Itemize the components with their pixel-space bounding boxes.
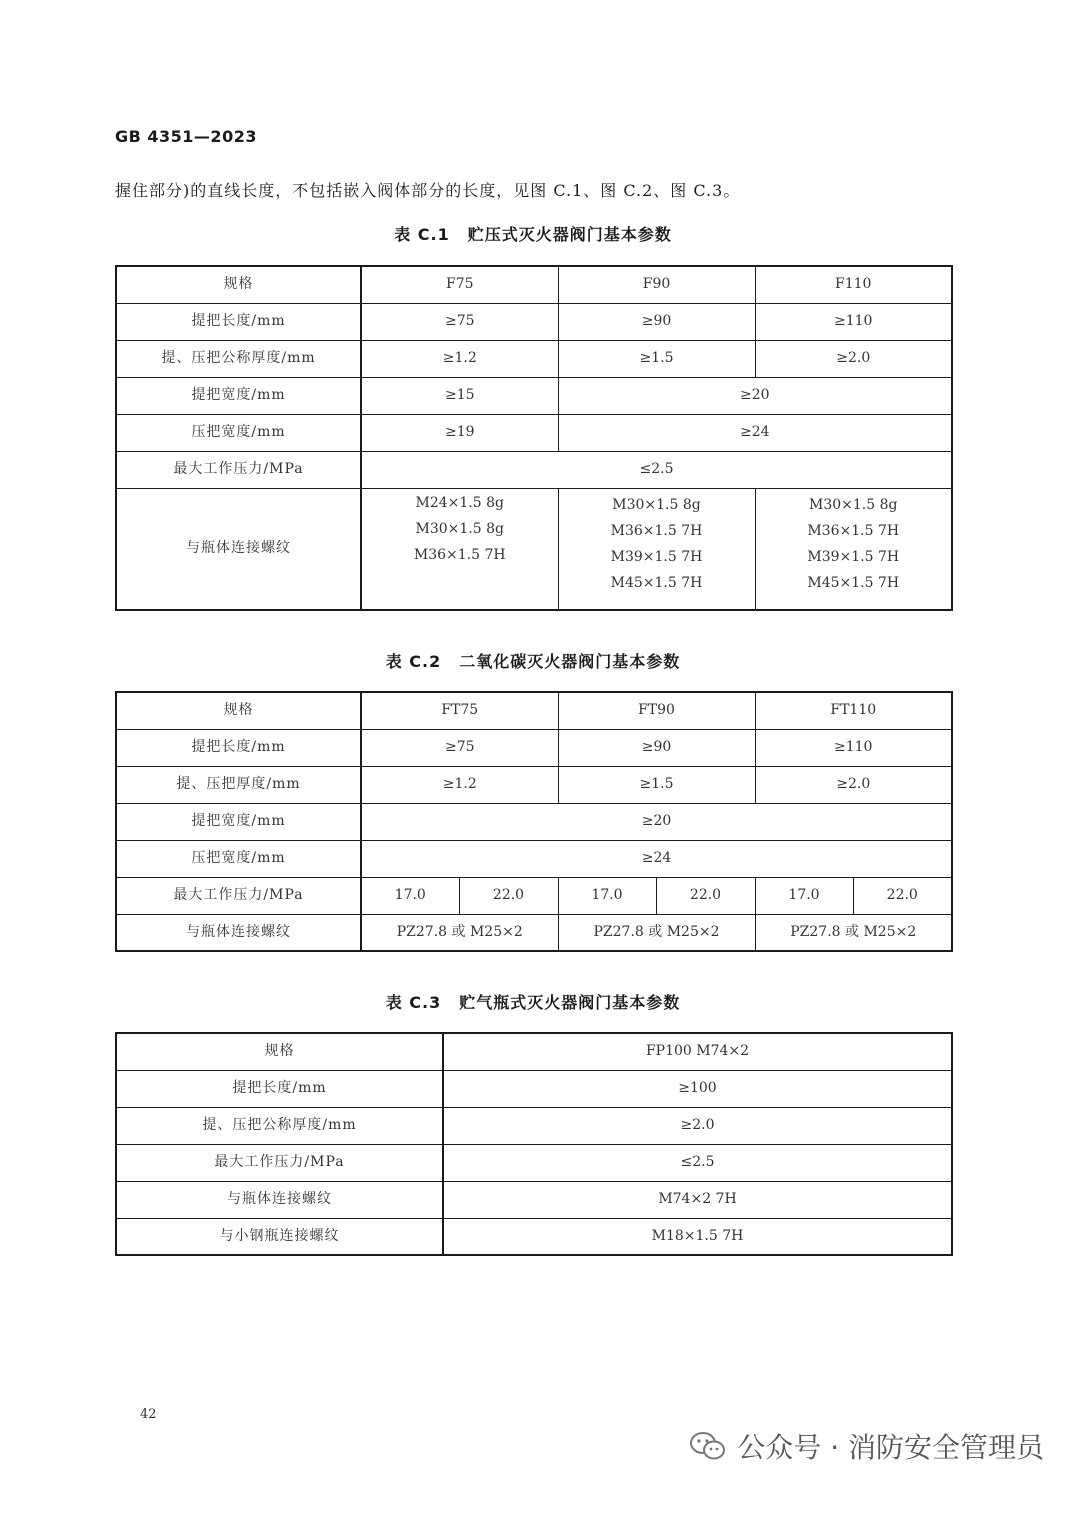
- row-label: 压把宽度/mm: [116, 414, 361, 451]
- row-label: 提把宽度/mm: [116, 803, 361, 840]
- row-label: 与小钢瓶连接螺纹: [116, 1218, 443, 1255]
- table-cell: ≥24: [558, 414, 952, 451]
- table-cell: ≥90: [558, 729, 755, 766]
- table-row: [116, 1033, 952, 1070]
- thread-spec: M39×1.5 7H: [807, 548, 900, 565]
- table-cell: ≥2.0: [443, 1107, 952, 1144]
- table-c1-caption: [115, 222, 951, 245]
- table-cell: 22.0: [656, 877, 755, 914]
- table-row: [116, 766, 952, 803]
- table-c3-title: 贮气瓶式灭火器阀门基本参数: [459, 993, 681, 1012]
- table-cell: M74×2 7H: [443, 1181, 952, 1218]
- row-label: 规格: [116, 692, 361, 729]
- table-cell: ≥24: [361, 840, 952, 877]
- table-row: [116, 1181, 952, 1218]
- table-row: [116, 303, 952, 340]
- thread-spec: M36×1.5 7H: [807, 522, 900, 539]
- table-row: [116, 692, 952, 729]
- wechat-icon: [689, 1430, 727, 1462]
- table-cell: F75: [361, 266, 558, 303]
- row-label: 与瓶体连接螺纹: [116, 488, 361, 610]
- table-row: [116, 488, 952, 610]
- row-label: 规格: [116, 266, 361, 303]
- thread-spec: M30×1.5 8g: [809, 496, 898, 513]
- row-label: 提把长度/mm: [116, 729, 361, 766]
- row-label: 提把长度/mm: [116, 303, 361, 340]
- table-cell: 17.0: [755, 877, 853, 914]
- table-row: [116, 340, 952, 377]
- row-label: 提、压把公称厚度/mm: [116, 340, 361, 377]
- table-c2-number: 表 C.2: [385, 652, 442, 671]
- row-label: 提、压把厚度/mm: [116, 766, 361, 803]
- thread-spec: M39×1.5 7H: [610, 548, 703, 565]
- table-cell: ≥2.0: [755, 340, 952, 377]
- table-cell: ≤2.5: [361, 451, 952, 488]
- table-c3: [115, 1032, 953, 1256]
- table-cell: PZ27.8 或 M25×2: [558, 914, 755, 951]
- table-cell: ≥75: [361, 303, 558, 340]
- table-cell: ≥100: [443, 1070, 952, 1107]
- table-c3-number: 表 C.3: [385, 993, 442, 1012]
- table-cell: PZ27.8 或 M25×2: [361, 914, 558, 951]
- table-cell: 22.0: [853, 877, 952, 914]
- table-c1-title: 贮压式灭火器阀门基本参数: [467, 225, 672, 244]
- page-number: 42: [140, 1407, 157, 1422]
- table-row: [116, 377, 952, 414]
- thread-spec: M30×1.5 8g: [415, 520, 504, 537]
- table-cell: FT75: [361, 692, 558, 729]
- row-label: 与瓶体连接螺纹: [116, 914, 361, 951]
- table-cell: ≥90: [558, 303, 755, 340]
- table-row: [116, 914, 952, 951]
- table-cell: 17.0: [361, 877, 459, 914]
- table-cell: ≥20: [558, 377, 952, 414]
- table-row: [116, 803, 952, 840]
- table-cell: ≥19: [361, 414, 558, 451]
- table-cell: [558, 488, 755, 610]
- table-row: [116, 1218, 952, 1255]
- table-cell: PZ27.8 或 M25×2: [755, 914, 952, 951]
- table-cell: ≥1.2: [361, 340, 558, 377]
- table-cell: ≥1.5: [558, 340, 755, 377]
- row-label: 最大工作压力/MPa: [116, 1144, 443, 1181]
- table-cell: F110: [755, 266, 952, 303]
- table-cell: 22.0: [459, 877, 558, 914]
- table-row: [116, 266, 952, 303]
- row-label: 最大工作压力/MPa: [116, 877, 361, 914]
- table-row: [116, 877, 952, 914]
- table-row: [116, 840, 952, 877]
- thread-spec: M30×1.5 8g: [612, 496, 701, 513]
- watermark-text: 公众号 · 消防安全管理员: [737, 1431, 1044, 1464]
- table-cell: FT110: [755, 692, 952, 729]
- table-c2: [115, 691, 953, 952]
- table-cell: FP100 M74×2: [443, 1033, 952, 1070]
- table-row: [116, 1107, 952, 1144]
- table-cell: [755, 488, 952, 610]
- table-cell: 17.0: [558, 877, 656, 914]
- intro-paragraph: 握住部分)的直线长度，不包括嵌入阀体部分的长度，见图 C.1、图 C.2、图 C.3。: [115, 181, 741, 200]
- table-row: [116, 1144, 952, 1181]
- watermark: [689, 1428, 1044, 1464]
- thread-spec: M45×1.5 7H: [807, 574, 900, 591]
- table-cell: [361, 488, 558, 610]
- table-c1: [115, 265, 953, 611]
- row-label: 规格: [116, 1033, 443, 1070]
- table-cell: ≥15: [361, 377, 558, 414]
- table-row: [116, 451, 952, 488]
- table-cell: FT90: [558, 692, 755, 729]
- table-cell: ≥110: [755, 303, 952, 340]
- thread-spec: M36×1.5 7H: [610, 522, 703, 539]
- table-cell: ≥75: [361, 729, 558, 766]
- table-cell: ≤2.5: [443, 1144, 952, 1181]
- table-row: [116, 729, 952, 766]
- table-cell: ≥1.5: [558, 766, 755, 803]
- row-label: 提、压把公称厚度/mm: [116, 1107, 443, 1144]
- row-label: 压把宽度/mm: [116, 840, 361, 877]
- table-cell: ≥20: [361, 803, 952, 840]
- row-label: 提把长度/mm: [116, 1070, 443, 1107]
- thread-spec: M36×1.5 7H: [413, 546, 506, 563]
- table-cell: M18×1.5 7H: [443, 1218, 952, 1255]
- table-cell: ≥110: [755, 729, 952, 766]
- table-c2-caption: [115, 649, 951, 672]
- thread-spec: M45×1.5 7H: [610, 574, 703, 591]
- table-row: [116, 1070, 952, 1107]
- table-cell: ≥2.0: [755, 766, 952, 803]
- document-code: GB 4351—2023: [115, 127, 257, 146]
- thread-spec: M24×1.5 8g: [415, 494, 504, 511]
- table-c1-number: 表 C.1: [394, 225, 450, 244]
- table-cell: F90: [558, 266, 755, 303]
- table-c2-title: 二氧化碳灭火器阀门基本参数: [459, 652, 681, 671]
- table-cell: ≥1.2: [361, 766, 558, 803]
- table-row: [116, 414, 952, 451]
- row-label: 提把宽度/mm: [116, 377, 361, 414]
- row-label: 最大工作压力/MPa: [116, 451, 361, 488]
- table-c3-caption: [115, 990, 951, 1013]
- row-label: 与瓶体连接螺纹: [116, 1181, 443, 1218]
